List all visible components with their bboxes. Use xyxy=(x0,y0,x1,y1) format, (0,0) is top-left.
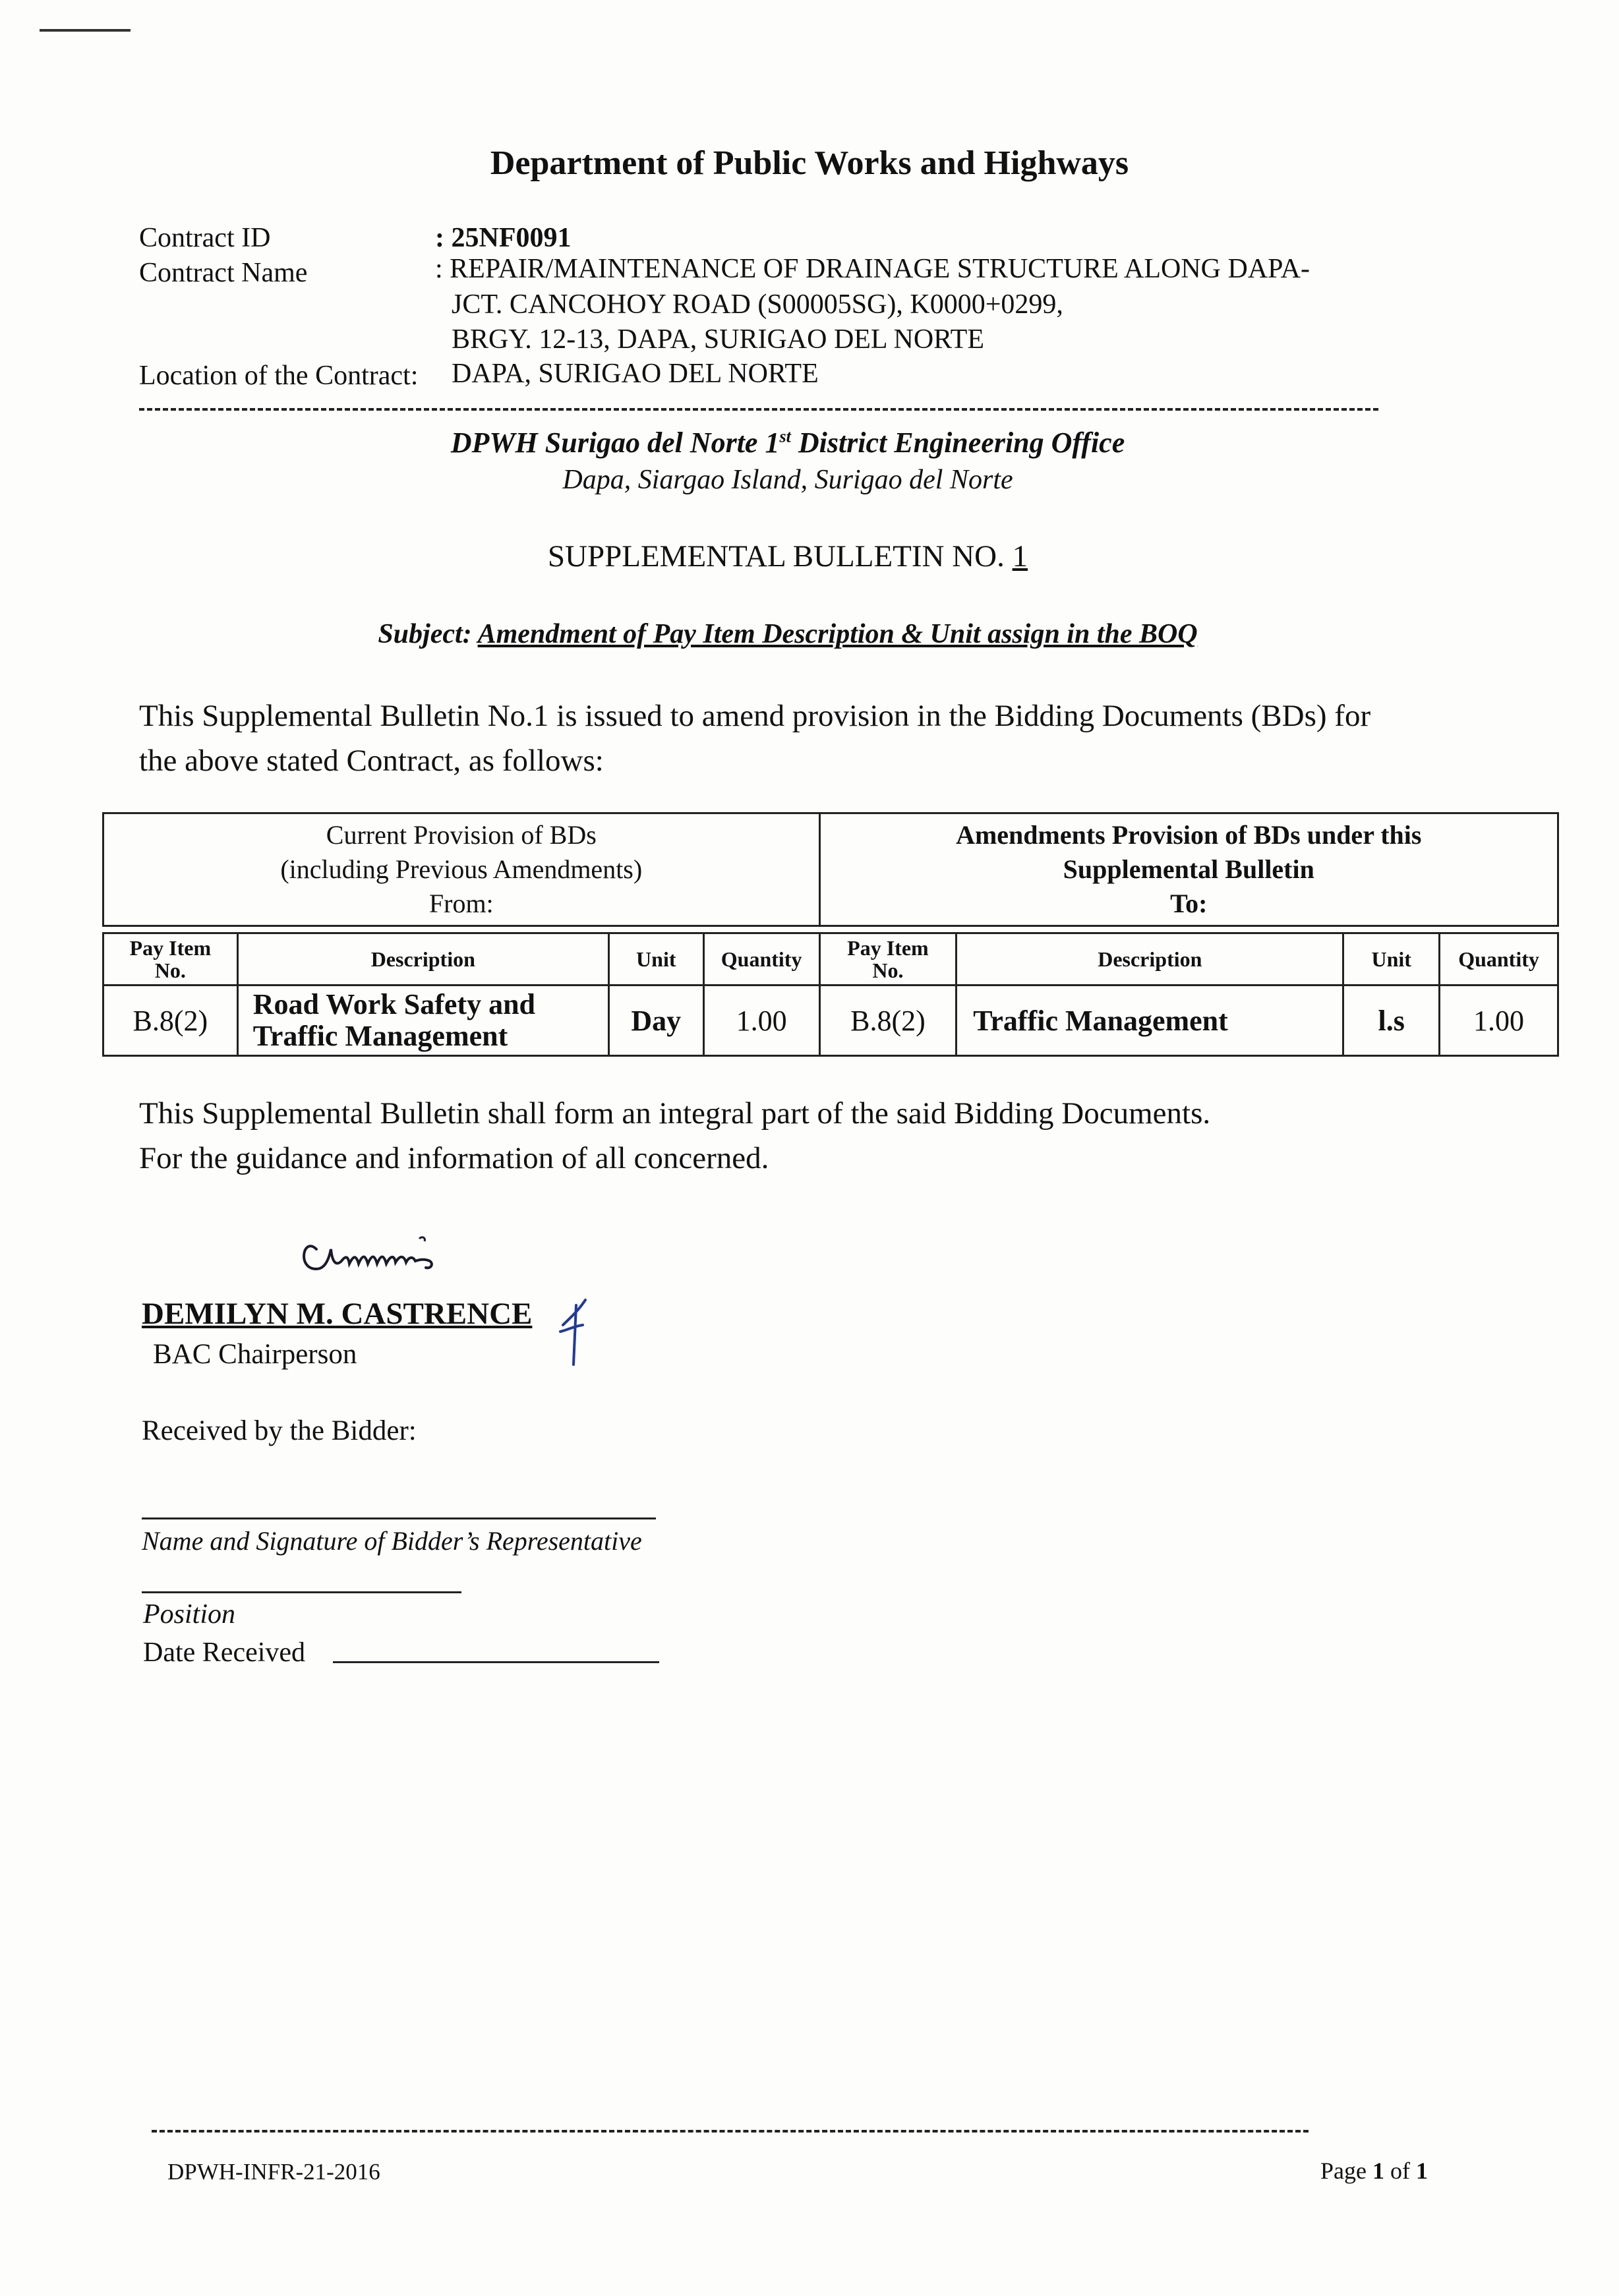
from-pay-item: B.8(2) xyxy=(103,986,238,1056)
header-divider xyxy=(139,408,1378,411)
signature-icon xyxy=(290,1223,488,1282)
name-signature-label: Name and Signature of Bidder’s Representative xyxy=(142,1526,642,1556)
contract-name-line1: : REPAIR/MAINTENANCE OF DRAINAGE STRUCTURE ALONG DAPA- xyxy=(435,254,1310,284)
to-pay-item: B.8(2) xyxy=(819,986,957,1056)
col-header-unit: Unit xyxy=(608,933,703,986)
date-received-line xyxy=(333,1661,659,1663)
form-code: DPWH-INFR-21-2016 xyxy=(167,2159,380,2185)
col-header-quantity: Quantity xyxy=(1440,933,1558,986)
amendment-table xyxy=(102,812,1559,1057)
position-label: Position xyxy=(143,1599,236,1630)
footer-divider xyxy=(152,2130,1309,2133)
bulletin-title: SUPPLEMENTAL BULLETIN NO. 1 xyxy=(547,539,1028,574)
page-indicator: Page 1 of 1 xyxy=(1320,2158,1428,2184)
from-quantity: 1.00 xyxy=(703,986,819,1056)
signatory-name: DEMILYN M. CASTRENCE xyxy=(142,1297,533,1331)
received-by-label: Received by the Bidder: xyxy=(142,1415,417,1446)
contract-name-line2: JCT. CANCOHOY ROAD (S00005SG), K0000+0299, xyxy=(452,289,1063,320)
date-received-label: Date Received xyxy=(143,1637,306,1668)
position-line xyxy=(142,1591,461,1593)
contract-name-line3: BRGY. 12-13, DAPA, SURIGAO DEL NORTE xyxy=(452,324,984,355)
to-description: Traffic Management xyxy=(957,986,1343,1056)
name-signature-line xyxy=(142,1517,656,1519)
from-description: Road Work Safety and Traffic Management xyxy=(237,986,608,1056)
contract-name-label: Contract Name xyxy=(139,258,308,288)
signatory-title: BAC Chairperson xyxy=(153,1339,357,1370)
to-quantity: 1.00 xyxy=(1440,986,1558,1056)
subject-line: Subject: Amendment of Pay Item Description & Unit assign in the BOQ xyxy=(378,619,1198,649)
contract-id-label: Contract ID xyxy=(139,223,271,253)
office-address: Dapa, Siargao Island, Surigao del Norte xyxy=(562,465,1013,495)
intro-paragraph: This Supplemental Bulletin No.1 is issued to amend provision in the Bidding Documents (BDs) for the above stated Contract, as follows: xyxy=(139,699,1371,778)
closing-paragraph: This Supplemental Bulletin shall form an integral part of the said Bidding Documents. For the guidance and information of all concerned. xyxy=(139,1096,1211,1175)
table-row xyxy=(103,986,1558,1056)
col-header-pay-item: Pay Item No. xyxy=(819,933,957,986)
col-header-pay-item: Pay Item No. xyxy=(103,933,238,986)
contract-id-value: : 25NF0091 xyxy=(435,223,572,253)
top-mark xyxy=(40,29,131,32)
col-header-description: Description xyxy=(957,933,1343,986)
document-title: Department of Public Works and Highways xyxy=(490,144,1129,182)
current-provision-header: Current Provision of BDs (including Previous Amendments) From: xyxy=(103,813,820,926)
location-label: Location of the Contract: xyxy=(139,361,419,391)
amendment-provision-header: Amendments Provision of BDs under this Supplemental Bulletin To: xyxy=(819,813,1558,926)
col-header-unit: Unit xyxy=(1343,933,1440,986)
from-unit: Day xyxy=(608,986,703,1056)
col-header-description: Description xyxy=(237,933,608,986)
col-header-quantity: Quantity xyxy=(703,933,819,986)
office-name: DPWH Surigao del Norte 1st District Engineering Office xyxy=(450,427,1125,459)
to-unit: l.s xyxy=(1343,986,1440,1056)
location-value: DAPA, SURIGAO DEL NORTE xyxy=(452,359,819,389)
initial-mark-icon xyxy=(554,1292,593,1371)
